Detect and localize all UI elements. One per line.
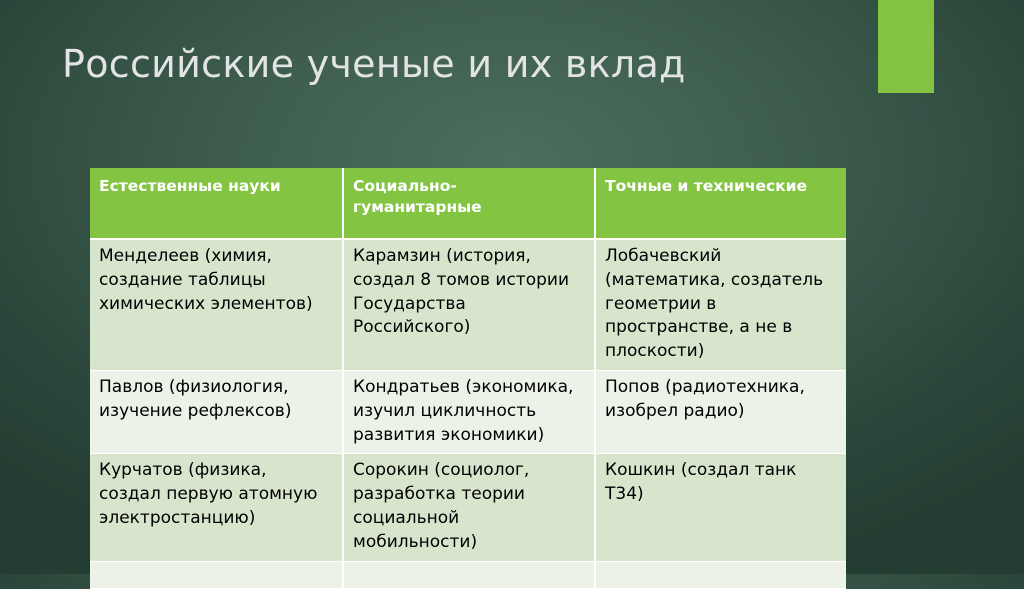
table-cell: Кондратьев (экономика, изучил цикличность развития экономики) xyxy=(343,370,595,453)
scientists-table xyxy=(90,168,846,589)
header-exact-technical: Точные и технические xyxy=(595,168,846,239)
table-row xyxy=(90,370,846,453)
table-cell: Сорокин (социолог, разработка теории социальной мобильности) xyxy=(343,454,595,561)
table-cell: Лобачевский (математика, создатель геометрии в пространстве, а не в плоскости) xyxy=(595,239,846,370)
slide-title: Российские ученые и их вклад xyxy=(62,42,686,86)
table-cell-empty xyxy=(595,561,846,588)
table-row xyxy=(90,454,846,561)
table-row-empty xyxy=(90,561,846,588)
table-cell: Павлов (физиология, изучение рефлексов) xyxy=(90,370,343,453)
table-cell: Менделеев (химия, создание таблицы химических элементов) xyxy=(90,239,343,370)
table-cell: Карамзин (история, создал 8 томов истории Государства Российского) xyxy=(343,239,595,370)
table-cell-empty xyxy=(90,561,343,588)
accent-bar xyxy=(878,0,934,93)
table-row xyxy=(90,239,846,370)
header-natural-sciences: Естественные науки xyxy=(90,168,343,239)
table-cell: Курчатов (физика, создал первую атомную электростанцию) xyxy=(90,454,343,561)
header-social-humanities: Социально-гуманитарные xyxy=(343,168,595,239)
table-cell: Кошкин (создал танк Т34) xyxy=(595,454,846,561)
table-cell: Попов (радиотехника, изобрел радио) xyxy=(595,370,846,453)
table-header-row xyxy=(90,168,846,239)
table-cell-empty xyxy=(343,561,595,588)
